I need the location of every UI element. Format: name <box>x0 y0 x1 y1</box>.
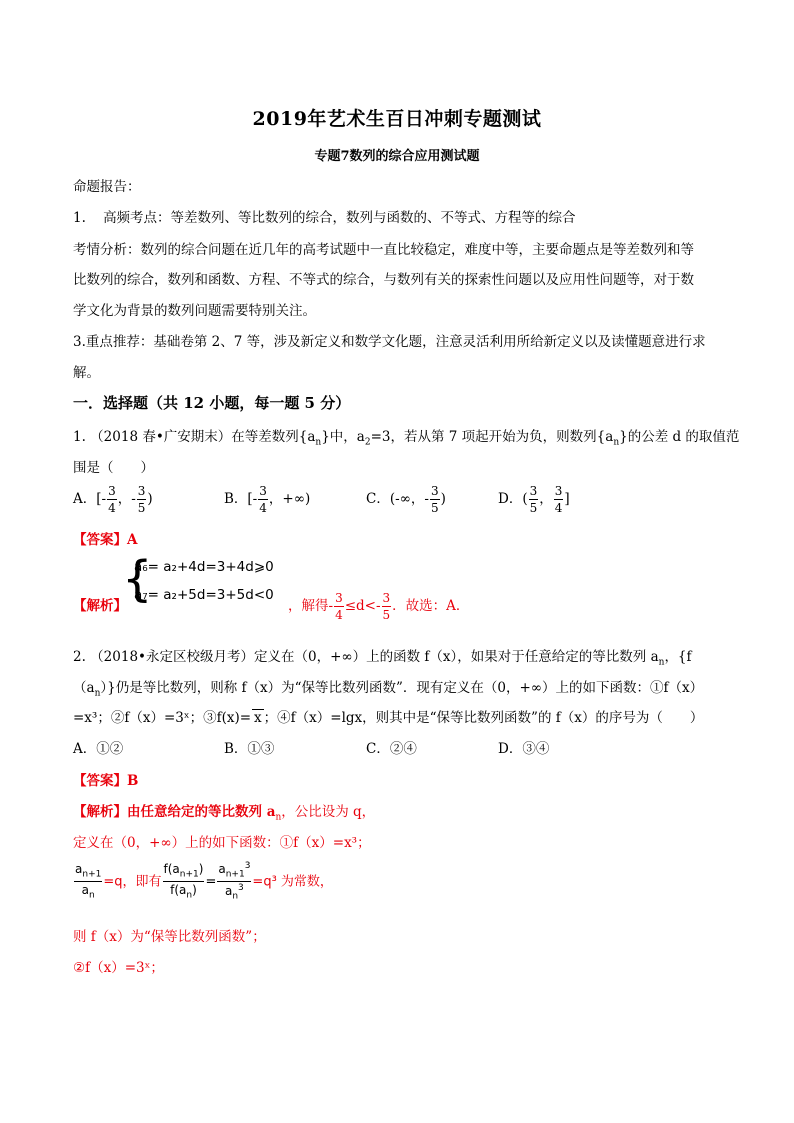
frac-num: 3 <box>382 591 391 605</box>
q2-analysis-line-1 <box>73 800 375 823</box>
sqrt-radicand: x <box>254 710 262 726</box>
q1-option-b[interactable] <box>224 485 310 514</box>
q1-equation-system <box>122 553 292 609</box>
frac-sub: n <box>232 891 239 902</box>
q2-analysis-1b: ，公比设为 q， <box>281 804 376 820</box>
fraction <box>382 592 392 621</box>
q1-opt-b-post: ，+∞) <box>268 491 311 507</box>
report-recommend-2: 解。 <box>73 365 100 381</box>
frac-f: f(a <box>163 862 180 876</box>
q1-sub-2: 2 <box>364 437 371 448</box>
report-item-1-text: 高频考点：等差数列、等比数列的综合，数列与函数的、不等式、方程等的综合 <box>103 210 576 226</box>
frac-num: 3 <box>430 484 439 498</box>
fraction <box>137 485 147 514</box>
q1-sub-n: n <box>315 437 322 448</box>
q2-sub-n: n <box>658 657 665 668</box>
q1-opt-c-pre: C．(-∞，- <box>366 491 429 507</box>
q2-formula-mid-b: =q³ 为常数， <box>252 874 333 890</box>
q1-opt-d-mid: ， <box>539 491 553 507</box>
brace-icon: { <box>122 551 153 607</box>
q1-opt-a-post: ) <box>147 491 153 507</box>
q1-system-line-1: a₆= a₂+4d=3+4d⩾0 <box>134 559 274 575</box>
q2-analysis-1a: 【解析】由任意给定的等比数列 a <box>73 804 276 820</box>
q2-answer: 【答案】B <box>73 773 139 789</box>
fraction <box>258 485 268 514</box>
fraction <box>430 485 440 514</box>
frac-sup: 3 <box>244 861 251 871</box>
q1-analysis-tag: 【解析】 <box>73 598 127 614</box>
frac-num <box>163 863 205 882</box>
report-item-1 <box>73 206 576 226</box>
q1-analysis-label <box>73 594 127 614</box>
subtitle-topic: 专题7数列的综合应用 <box>314 149 441 164</box>
subtitle-suffix: 测试题 <box>440 149 480 164</box>
frac-sub: n <box>186 890 193 901</box>
fraction <box>334 592 344 621</box>
q2-formula-mid-a: =q，即有 <box>103 874 162 890</box>
q1-sub-n-2: n <box>613 437 620 448</box>
q2-analysis-formula: $\frac{a_{n+1}}{a_n}$ =q，即有 $\frac{f(a_{n+1})}{f(a_n)}$ = $\frac{a_{n+1}^3}{a_n^3}$ =q³ 为常数， <box>75 861 333 902</box>
frac-a: a <box>224 884 233 899</box>
fraction <box>163 863 205 901</box>
frac-den <box>217 882 251 901</box>
frac-den: 4 <box>335 608 343 622</box>
frac-den <box>74 882 102 900</box>
q2-stem-2: （a <box>73 680 95 696</box>
frac-sup: 3 <box>238 883 244 894</box>
q2-next-case: ②f（x）=3ˣ； <box>73 960 164 976</box>
q1-opt-b-pre: B．[- <box>224 491 258 507</box>
frac-close: ) <box>192 883 197 898</box>
frac-close: ) <box>198 862 204 876</box>
report-item-1-num: 1. <box>73 210 86 226</box>
q1-option-c[interactable] <box>366 485 446 514</box>
frac-den: 5 <box>137 501 146 515</box>
q2-analysis-sub-n: n <box>275 812 282 823</box>
frac-a: a <box>81 883 89 898</box>
q1-system-line-2: a₇= a₂+5d=3+5d<0 <box>134 587 274 603</box>
q2-stem-1: 2. （2018•永定区校级月考）定义在（0，+∞）上的函数 f（x），如果对于任意给定的等比数列 a <box>73 649 659 665</box>
q1-stem-c: =3，若从第 7 项起开始为负，则数列{a <box>370 429 614 445</box>
q1-opt-a-mid: ，- <box>117 491 136 507</box>
fraction <box>74 863 102 901</box>
frac-den: 5 <box>529 501 538 515</box>
report-heading: 命题报告： <box>73 179 141 195</box>
frac-den: 4 <box>259 501 267 515</box>
q1-stem-b: }中，a <box>321 429 365 445</box>
q1-analysis-b: ≤d<- <box>344 598 381 614</box>
q1-analysis-c: ．故选：A． <box>392 598 470 614</box>
q1-opt-d-post: ] <box>564 491 570 507</box>
q2-stem-line-3 <box>73 706 703 726</box>
q2-stem-line-1 <box>73 645 692 668</box>
q1-stem-line-2: 围是（ ） <box>73 460 154 476</box>
q2-stem-1b: ，{f <box>664 649 692 665</box>
q1-stem-a: 1. （2018 春•广安期末）在等差数列{a <box>73 429 316 445</box>
q1-opt-d-pre: D．( <box>498 491 528 507</box>
fraction <box>554 485 564 514</box>
q2-stem-2b: ）}仍是等比数列，则称 f（x）为“保等比数列函数”．现有定义在（0，+∞）上的如下函数：①f（x） <box>100 680 704 696</box>
q2-option-a[interactable]: A．①② <box>73 741 124 757</box>
q1-option-a[interactable] <box>73 485 153 514</box>
frac-num: 3 <box>137 484 146 498</box>
q1-options <box>73 485 723 521</box>
frac-den: 4 <box>554 501 563 515</box>
frac-den: 5 <box>430 501 439 515</box>
fraction <box>529 485 539 514</box>
page-subtitle <box>0 145 794 164</box>
fraction <box>217 862 251 902</box>
q2-option-d[interactable]: D．③④ <box>498 741 550 757</box>
frac-a: a <box>218 862 226 876</box>
frac-num: 3 <box>554 484 563 498</box>
report-recommend-1: 3.重点推荐：基础卷第 2、7 等，涉及新定义和数学文化题，注意灵活利用所给新定义以及读懂题意进行求 <box>73 334 706 350</box>
q2-sub-n-2: n <box>94 688 101 699</box>
q1-stem-d: }的公差 d 的取值范 <box>619 429 740 445</box>
frac-num: 3 <box>108 484 116 498</box>
frac-sub: n+1 <box>225 869 245 880</box>
frac-f: f(a <box>170 883 187 898</box>
frac-num <box>217 862 251 882</box>
frac-den: 5 <box>382 608 391 622</box>
frac-sub: n+1 <box>179 869 199 880</box>
frac-num <box>74 863 102 882</box>
report-analysis-3: 学文化为背景的数列问题需要特别关注。 <box>73 303 316 319</box>
frac-num: 3 <box>259 484 267 498</box>
frac-sub: n <box>88 890 95 901</box>
frac-num: 3 <box>529 484 538 498</box>
report-analysis-2: 比数列的综合，数列和函数、方程、不等式的综合，与数列有关的探索性问题以及应用性问题等，对于数 <box>73 272 694 288</box>
q2-option-c[interactable]: C．②④ <box>366 741 417 757</box>
q1-opt-a-pre: A．[- <box>73 491 107 507</box>
q2-conclusion: 则 f（x）为“保等比数列函数”； <box>73 929 266 945</box>
frac-den: 4 <box>108 501 116 515</box>
q1-opt-c-post: ) <box>440 491 446 507</box>
q1-analysis-text <box>288 592 469 621</box>
frac-sub: n+1 <box>82 869 102 880</box>
page-title: 2019年艺术生百日冲刺专题测试 <box>252 108 542 130</box>
fraction <box>107 485 117 514</box>
q2-analysis-line-2: 定义在（0，+∞）上的如下函数：①f（x）=x³； <box>73 835 371 851</box>
q2-stem-line-2 <box>73 676 703 699</box>
q1-analysis-a: ，解得- <box>288 598 334 614</box>
frac-num: 3 <box>335 591 343 605</box>
frac-den <box>163 882 205 900</box>
q1-option-d[interactable] <box>498 485 570 514</box>
q2-options <box>73 737 723 757</box>
q1-stem-line-1 <box>73 425 739 448</box>
section-heading-choice: 一．选择题（共 12 小题，每一题 5 分） <box>73 394 351 412</box>
frac-a: a <box>75 862 83 876</box>
q1-answer: 【答案】A <box>73 532 138 548</box>
report-analysis-1: 考情分析：数列的综合问题在近几年的高考试题中一直比较稳定，难度中等，主要命题点是等差数列和等 <box>73 242 694 258</box>
q2-option-b[interactable]: B．①③ <box>224 741 275 757</box>
q2-stem-3b: ；④f（x）=lgx，则其中是“保等比数列函数”的 f（x）的序号为（ ） <box>263 710 704 726</box>
q2-stem-3a: =x³；②f（x）=3ˣ；③f(x)= <box>73 710 252 726</box>
